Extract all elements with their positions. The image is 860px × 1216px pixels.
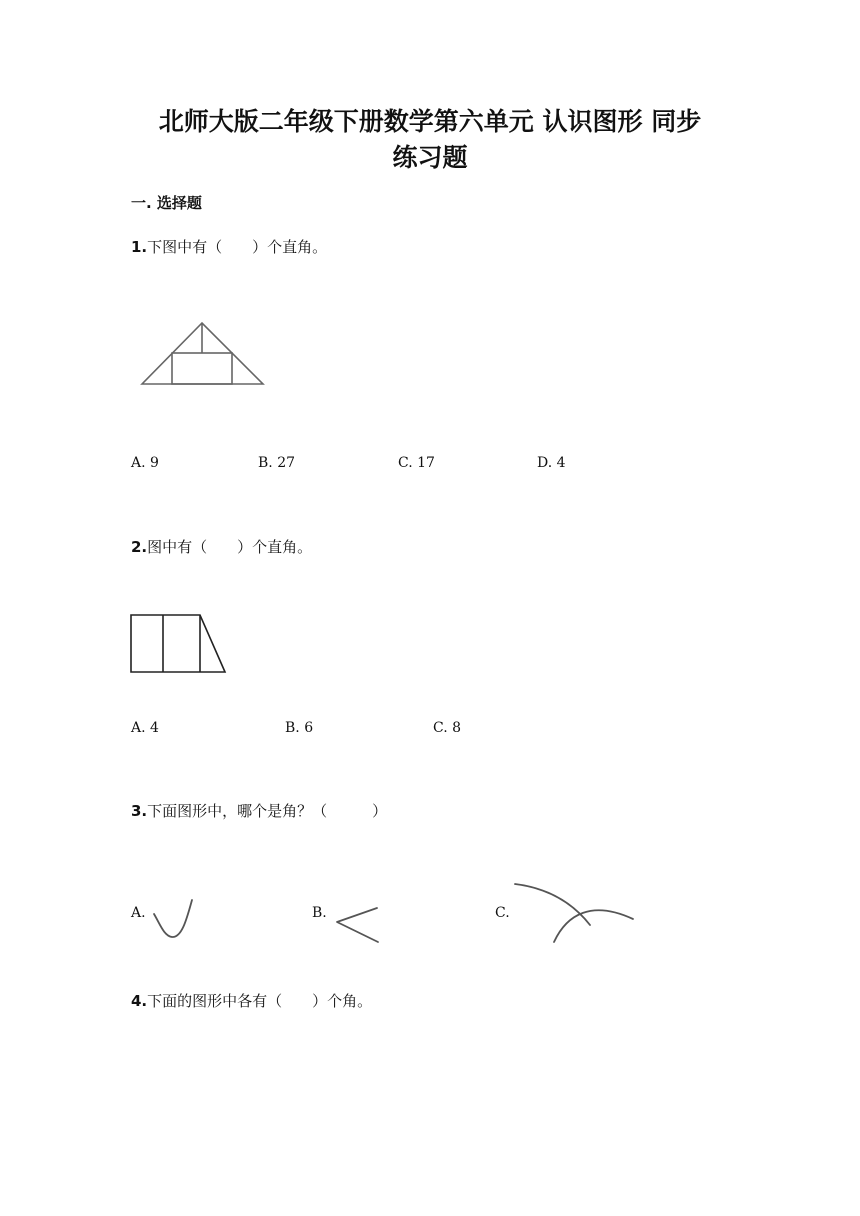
q1-option-c[interactable]: C. 17 (398, 455, 435, 471)
page-title-line-1: 北师大版二年级下册数学第六单元 认识图形 同步 (158, 107, 702, 136)
q2-option-b[interactable]: B. 6 (285, 720, 314, 736)
question-2 (131, 536, 312, 557)
q3-option-c[interactable]: C. (495, 905, 510, 921)
question-3-number: 3. (131, 802, 148, 820)
q1-option-a[interactable]: A. 9 (131, 455, 159, 471)
q3-option-a-curve-figure (150, 896, 198, 942)
question-4-text: 下面的图形中各有（ ）个角。 (147, 992, 373, 1010)
question-1-number: 1. (131, 238, 148, 256)
q2-option-a[interactable]: A. 4 (131, 720, 159, 736)
q2-option-c[interactable]: C. 8 (433, 720, 462, 736)
question-1-text: 下图中有（ ）个直角。 (147, 238, 328, 256)
question-3 (131, 800, 387, 821)
q1-option-b[interactable]: B. 27 (258, 455, 296, 471)
question-1-figure-triangle-rectangle (140, 320, 270, 390)
q2-outer-shape (131, 615, 225, 672)
section-heading: 一. 选择题 (131, 194, 202, 212)
question-4-number: 4. (131, 992, 148, 1010)
q1-inner-rectangle (172, 353, 232, 384)
page-title-line-2: 练习题 (392, 143, 468, 172)
q1-option-d[interactable]: D. 4 (537, 455, 566, 471)
question-2-number: 2. (131, 538, 148, 556)
question-2-figure-rect-trapezoid (130, 614, 228, 676)
q3-option-b-angle-figure (333, 903, 381, 945)
q3-option-a[interactable]: A. (131, 905, 146, 921)
question-4 (131, 990, 372, 1011)
question-3-text: 下面图形中，哪个是角？（ ） (147, 802, 388, 820)
question-2-text: 图中有（ ）个直角。 (147, 538, 313, 556)
q3-option-c-crossing-curves-figure (512, 880, 638, 946)
q3-option-b[interactable]: B. (312, 905, 327, 921)
question-1 (131, 236, 327, 257)
